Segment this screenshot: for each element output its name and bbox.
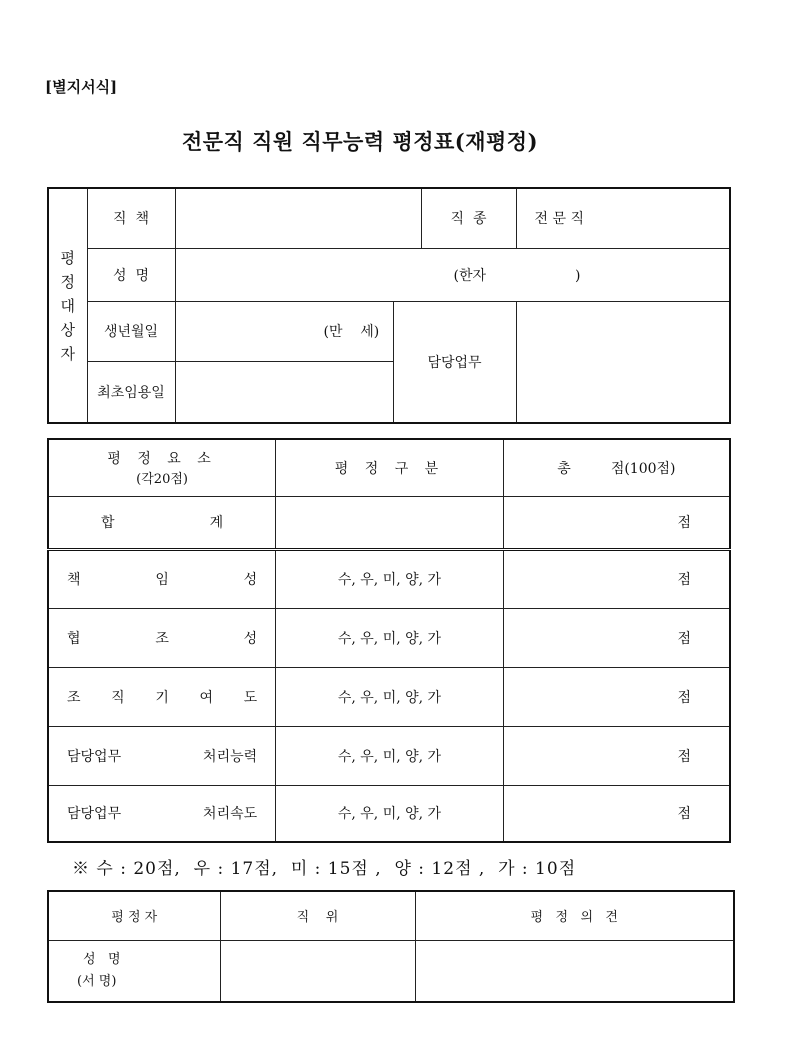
- form-label: [별지서식]: [45, 78, 118, 96]
- sum-grade-field[interactable]: [276, 496, 504, 549]
- evaluator-sign-label: (서 명): [77, 973, 117, 989]
- document-title: 전문직 직원 직무능력 평정표(재평정): [181, 129, 539, 154]
- name-label: 성 명: [87, 248, 175, 301]
- row-contribution-label: 조 직 기 여 도: [48, 667, 276, 726]
- duty-field[interactable]: [175, 188, 421, 248]
- row-responsibility-points[interactable]: 점: [503, 549, 730, 608]
- grade-point-note: ※ 수 : 20점, 우 : 17점, 미 : 15점 , 양 : 12점 , 가 : 10점: [72, 859, 577, 879]
- row-cooperation-label: 협 조 성: [48, 608, 276, 667]
- sum-label: 합 계: [48, 496, 276, 549]
- header-total: 총 점(100점): [503, 439, 730, 496]
- birth-label: 생년월일: [87, 301, 175, 361]
- row-cooperation-points[interactable]: 점: [503, 608, 730, 667]
- row-contribution-points[interactable]: 점: [503, 667, 730, 726]
- hanja-field[interactable]: (한자 ): [175, 248, 730, 301]
- evaluator-label: 평 정 자: [48, 891, 220, 940]
- header-grade: 평 정 구 분: [276, 439, 504, 496]
- opinion-field[interactable]: [415, 940, 734, 1002]
- target-info-table: [47, 187, 731, 424]
- position-field[interactable]: [220, 940, 415, 1002]
- row-responsibility-grades[interactable]: 수, 우, 미, 양, 가: [276, 549, 504, 608]
- row-task-speed-grades[interactable]: 수, 우, 미, 양, 가: [276, 785, 504, 842]
- score-table: [47, 438, 731, 843]
- duty-label: 직 책: [87, 188, 175, 248]
- header-element: 평 정 요 소 (각20점): [48, 439, 276, 496]
- sum-points[interactable]: 점: [503, 496, 730, 549]
- work-label: 담당업무: [393, 301, 516, 423]
- row-cooperation-grades[interactable]: 수, 우, 미, 양, 가: [276, 608, 504, 667]
- row-responsibility-label: 책 임 성: [48, 549, 276, 608]
- row-task-speed-points[interactable]: 점: [503, 785, 730, 842]
- row-task-ability-grades[interactable]: 수, 우, 미, 양, 가: [276, 726, 504, 785]
- row-task-speed-label: 담당업무 처리속도: [48, 785, 276, 842]
- evaluator-table: [47, 890, 735, 1003]
- age-field[interactable]: (만 세): [175, 301, 393, 361]
- row-task-ability-points[interactable]: 점: [503, 726, 730, 785]
- kind-label: 직 종: [421, 188, 516, 248]
- row-task-ability-label: 담당업무 처리능력: [48, 726, 276, 785]
- opinion-label: 평 정 의 견: [415, 891, 734, 940]
- kind-value: 전 문 직: [516, 188, 730, 248]
- evaluator-name-sign[interactable]: [48, 940, 220, 1002]
- target-side-label: 평 정 대 상 자: [48, 188, 87, 423]
- position-label: 직 위: [220, 891, 415, 940]
- evaluator-name-label: 성 명: [83, 951, 121, 967]
- hire-label: 최초임용일: [87, 361, 175, 423]
- row-contribution-grades[interactable]: 수, 우, 미, 양, 가: [276, 667, 504, 726]
- work-field[interactable]: [516, 301, 730, 423]
- hire-field[interactable]: [175, 361, 393, 423]
